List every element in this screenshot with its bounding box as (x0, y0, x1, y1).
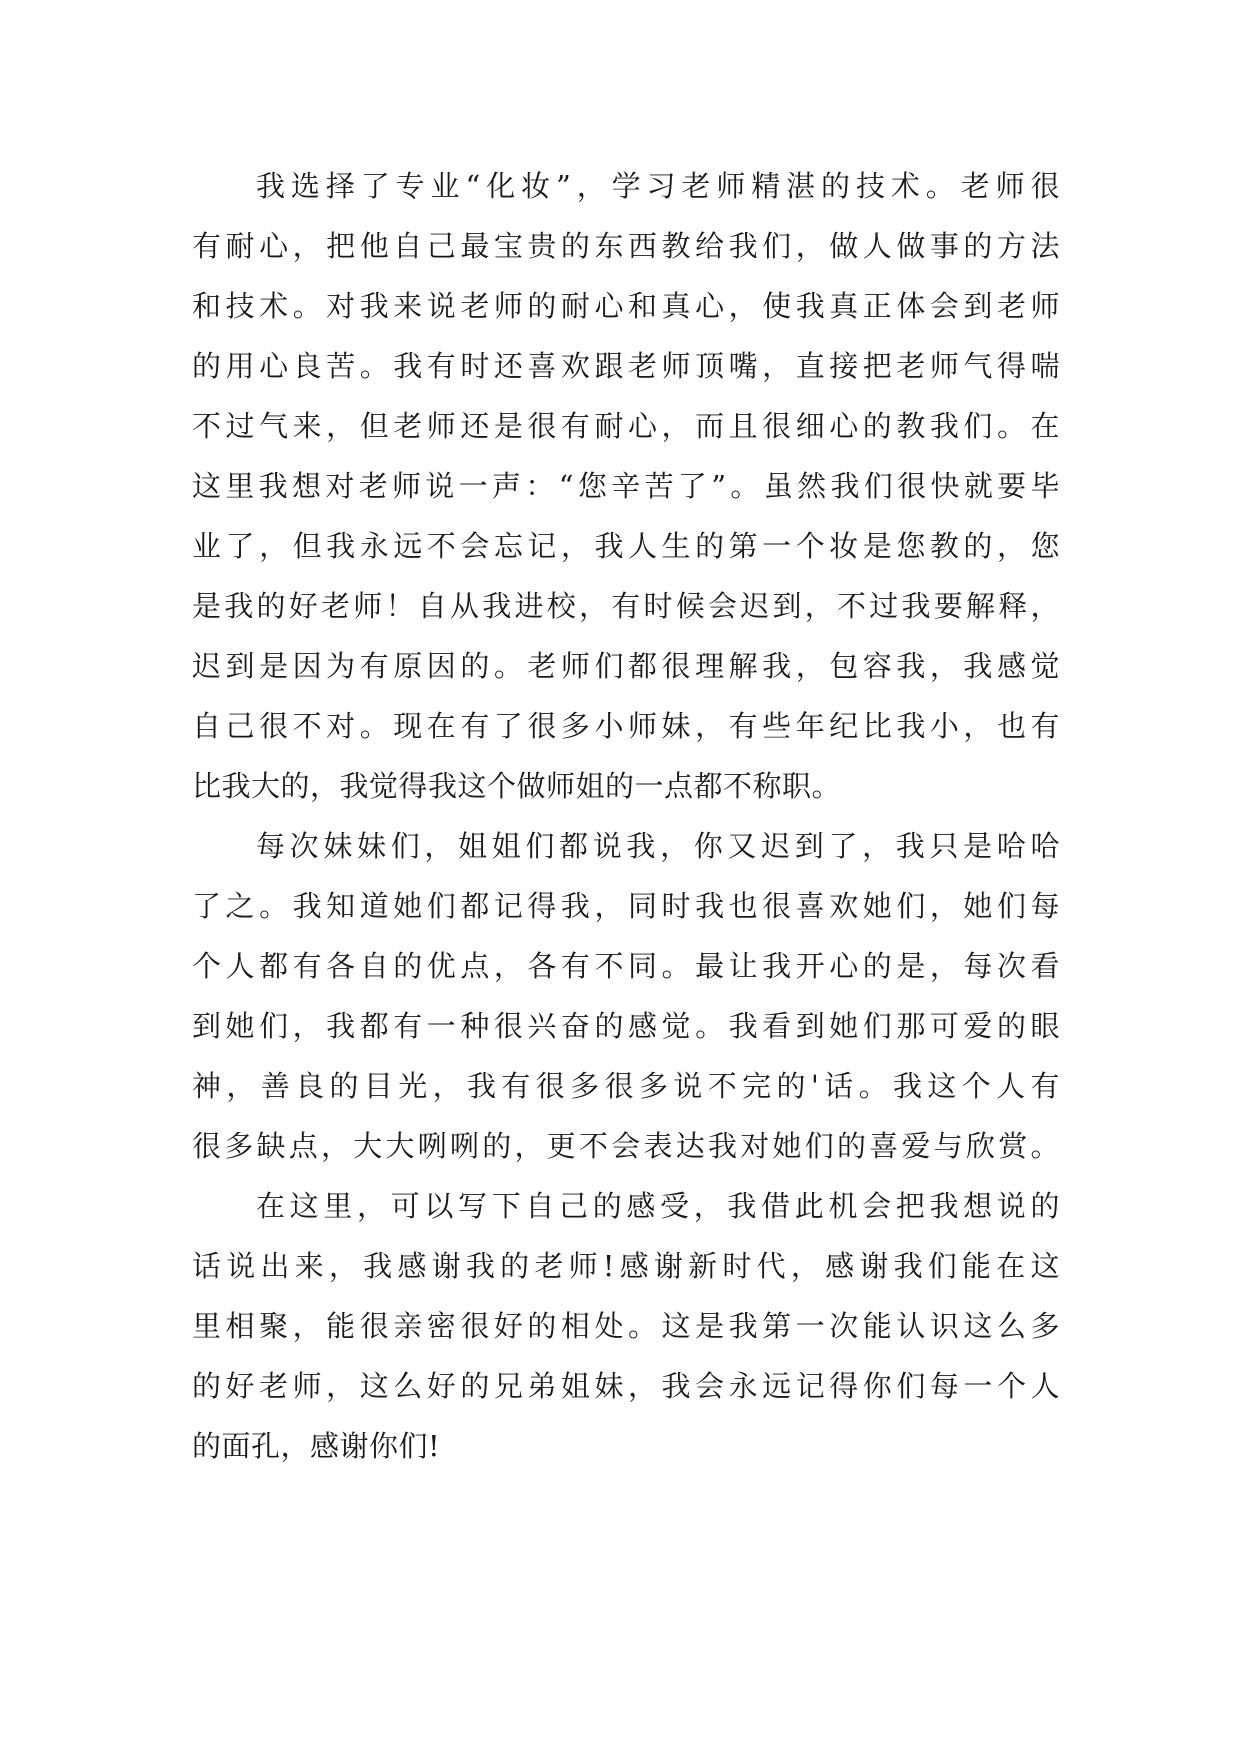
text-line: 比我大的，我觉得我这个做师姐的一点都不称职。 (192, 769, 842, 803)
text-line: 自己很不对。现在有了很多小师妹，有些年纪比我小，也有 (192, 709, 1060, 743)
text-line: 业了，但我永远不会忘记，我人生的第一个妆是您教的，您 (192, 529, 1060, 563)
text-line: 的好老师，这么好的兄弟姐妹，我会永远记得你们每一个人 (192, 1369, 1060, 1403)
text-line: 每次妹妹们，姐姐们都说我，你又迟到了，我只是哈哈 (256, 829, 1060, 863)
text-line: 不过气来，但老师还是很有耐心，而且很细心的教我们。在 (192, 409, 1060, 443)
text-line: 到她们，我都有一种很兴奋的感觉。我看到她们那可爱的眼 (192, 1009, 1060, 1043)
text-line: 里相聚，能很亲密很好的相处。这是我第一次能认识这么多 (192, 1309, 1060, 1343)
text-line: 的面孔，感谢你们! (192, 1429, 441, 1463)
text-line: 和技术。对我来说老师的耐心和真心，使我真正体会到老师 (192, 289, 1060, 323)
paragraph-1 (192, 156, 1060, 816)
text-line: 了之。我知道她们都记得我，同时我也很喜欢她们，她们每 (192, 889, 1060, 923)
text-line: 迟到是因为有原因的。老师们都很理解我，包容我，我感觉 (192, 649, 1060, 683)
text-line: 的用心良苦。我有时还喜欢跟老师顶嘴，直接把老师气得喘 (192, 349, 1060, 383)
text-line: 是我的好老师！自从我进校，有时候会迟到，不过我要解释， (192, 589, 1060, 623)
text-line: 话说出来，我感谢我的老师!感谢新时代，感谢我们能在这 (192, 1249, 1060, 1283)
text-line: 个人都有各自的优点，各有不同。最让我开心的是，每次看 (192, 949, 1060, 983)
text-line: 神，善良的目光，我有很多很多说不完的'话。我这个人有 (192, 1069, 1060, 1103)
text-line: 我选择了专业“化妆”，学习老师精湛的技术。老师很 (256, 169, 1060, 203)
paragraph-2 (192, 816, 1060, 1176)
document-body (192, 156, 1060, 1476)
text-line: 很多缺点，大大咧咧的，更不会表达我对她们的喜爱与欣赏。 (192, 1129, 1060, 1163)
text-line: 在这里，可以写下自己的感受，我借此机会把我想说的 (256, 1189, 1060, 1223)
text-line: 有耐心，把他自己最宝贵的东西教给我们，做人做事的方法 (192, 229, 1060, 263)
paragraph-3 (192, 1176, 1060, 1476)
text-line: 这里我想对老师说一声：“您辛苦了”。虽然我们很快就要毕 (192, 469, 1060, 503)
